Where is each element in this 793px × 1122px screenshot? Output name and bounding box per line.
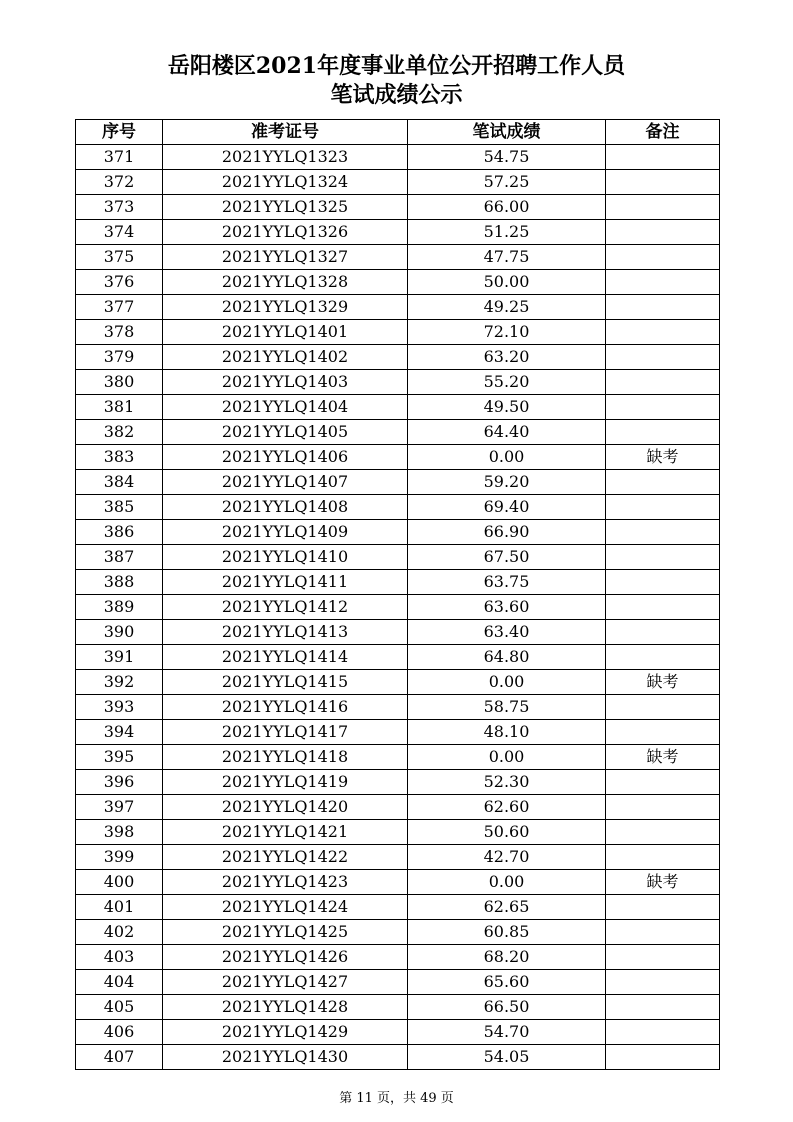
cell-remarks [606, 695, 720, 720]
cell-score: 50.60 [408, 820, 606, 845]
table-row [76, 720, 720, 745]
cell-seq: 391 [76, 645, 163, 670]
cell-seq: 405 [76, 995, 163, 1020]
cell-ticket-number: 2021YYLQ1429 [163, 1020, 408, 1045]
cell-ticket-number: 2021YYLQ1407 [163, 470, 408, 495]
cell-ticket-number: 2021YYLQ1413 [163, 620, 408, 645]
cell-ticket-number: 2021YYLQ1404 [163, 395, 408, 420]
cell-seq: 372 [76, 170, 163, 195]
cell-ticket-number: 2021YYLQ1420 [163, 795, 408, 820]
cell-score: 72.10 [408, 320, 606, 345]
cell-remarks [606, 795, 720, 820]
table-row [76, 1045, 720, 1070]
cell-score: 67.50 [408, 545, 606, 570]
cell-remarks [606, 245, 720, 270]
cell-ticket-number: 2021YYLQ1425 [163, 920, 408, 945]
table-row [76, 195, 720, 220]
table-row [76, 770, 720, 795]
cell-ticket-number: 2021YYLQ1402 [163, 345, 408, 370]
cell-remarks [606, 520, 720, 545]
cell-remarks [606, 1045, 720, 1070]
cell-score: 58.75 [408, 695, 606, 720]
cell-seq: 389 [76, 595, 163, 620]
table-row [76, 520, 720, 545]
cell-seq: 387 [76, 545, 163, 570]
cell-remarks [606, 295, 720, 320]
cell-ticket-number: 2021YYLQ1409 [163, 520, 408, 545]
cell-ticket-number: 2021YYLQ1418 [163, 745, 408, 770]
table-row [76, 1020, 720, 1045]
cell-remarks: 缺考 [606, 745, 720, 770]
cell-ticket-number: 2021YYLQ1415 [163, 670, 408, 695]
cell-remarks [606, 770, 720, 795]
document-subtitle: 笔试成绩公示 [330, 82, 463, 108]
cell-ticket-number: 2021YYLQ1328 [163, 270, 408, 295]
cell-score: 65.60 [408, 970, 606, 995]
cell-remarks [606, 545, 720, 570]
cell-score: 50.00 [408, 270, 606, 295]
cell-score: 52.30 [408, 770, 606, 795]
document-title: 岳阳楼区2021年度事业单位公开招聘工作人员 [167, 53, 626, 79]
cell-seq: 386 [76, 520, 163, 545]
cell-remarks [606, 495, 720, 520]
cell-seq: 373 [76, 195, 163, 220]
cell-seq: 384 [76, 470, 163, 495]
table-row [76, 395, 720, 420]
cell-score: 57.25 [408, 170, 606, 195]
cell-score: 59.20 [408, 470, 606, 495]
table-row [76, 745, 720, 770]
cell-score: 54.05 [408, 1045, 606, 1070]
cell-ticket-number: 2021YYLQ1417 [163, 720, 408, 745]
cell-remarks [606, 820, 720, 845]
cell-score: 60.85 [408, 920, 606, 945]
cell-score: 62.60 [408, 795, 606, 820]
table-row [76, 670, 720, 695]
cell-seq: 397 [76, 795, 163, 820]
cell-score: 0.00 [408, 870, 606, 895]
cell-remarks [606, 920, 720, 945]
cell-ticket-number: 2021YYLQ1408 [163, 495, 408, 520]
cell-ticket-number: 2021YYLQ1427 [163, 970, 408, 995]
cell-remarks [606, 845, 720, 870]
table-row [76, 820, 720, 845]
cell-score: 51.25 [408, 220, 606, 245]
cell-ticket-number: 2021YYLQ1326 [163, 220, 408, 245]
cell-score: 0.00 [408, 745, 606, 770]
table-row [76, 870, 720, 895]
cell-score: 54.75 [408, 145, 606, 170]
cell-remarks [606, 345, 720, 370]
cell-ticket-number: 2021YYLQ1411 [163, 570, 408, 595]
cell-seq: 400 [76, 870, 163, 895]
cell-remarks [606, 195, 720, 220]
cell-remarks [606, 170, 720, 195]
cell-remarks [606, 895, 720, 920]
cell-score: 63.20 [408, 345, 606, 370]
cell-ticket-number: 2021YYLQ1329 [163, 295, 408, 320]
cell-ticket-number: 2021YYLQ1410 [163, 545, 408, 570]
cell-score: 64.40 [408, 420, 606, 445]
cell-seq: 399 [76, 845, 163, 870]
cell-remarks [606, 645, 720, 670]
cell-score: 66.00 [408, 195, 606, 220]
cell-remarks [606, 220, 720, 245]
page-footer: 第 11 页，共 49 页 [339, 1091, 454, 1106]
cell-seq: 388 [76, 570, 163, 595]
cell-ticket-number: 2021YYLQ1324 [163, 170, 408, 195]
cell-remarks [606, 995, 720, 1020]
cell-score: 63.40 [408, 620, 606, 645]
table-row [76, 370, 720, 395]
cell-score: 64.80 [408, 645, 606, 670]
cell-remarks [606, 320, 720, 345]
cell-remarks [606, 145, 720, 170]
cell-seq: 374 [76, 220, 163, 245]
table-row [76, 345, 720, 370]
table-row [76, 420, 720, 445]
cell-seq: 375 [76, 245, 163, 270]
cell-seq: 379 [76, 345, 163, 370]
cell-score: 69.40 [408, 495, 606, 520]
cell-seq: 392 [76, 670, 163, 695]
cell-score: 54.70 [408, 1020, 606, 1045]
cell-score: 49.25 [408, 295, 606, 320]
header-seq: 序号 [76, 120, 163, 145]
cell-seq: 371 [76, 145, 163, 170]
cell-seq: 377 [76, 295, 163, 320]
header-remarks: 备注 [606, 120, 720, 145]
cell-ticket-number: 2021YYLQ1406 [163, 445, 408, 470]
table-row [76, 970, 720, 995]
table-header [76, 120, 720, 145]
cell-ticket-number: 2021YYLQ1421 [163, 820, 408, 845]
table-row [76, 445, 720, 470]
cell-ticket-number: 2021YYLQ1327 [163, 245, 408, 270]
cell-ticket-number: 2021YYLQ1430 [163, 1045, 408, 1070]
header-row [76, 120, 720, 145]
cell-ticket-number: 2021YYLQ1412 [163, 595, 408, 620]
cell-score: 68.20 [408, 945, 606, 970]
cell-seq: 382 [76, 420, 163, 445]
cell-score: 55.20 [408, 370, 606, 395]
cell-score: 0.00 [408, 670, 606, 695]
cell-remarks [606, 370, 720, 395]
table-row [76, 595, 720, 620]
cell-seq: 390 [76, 620, 163, 645]
cell-seq: 396 [76, 770, 163, 795]
cell-seq: 378 [76, 320, 163, 345]
table-row [76, 495, 720, 520]
table-body [76, 145, 720, 1070]
table-row [76, 995, 720, 1020]
table-row [76, 470, 720, 495]
cell-remarks [606, 595, 720, 620]
cell-ticket-number: 2021YYLQ1325 [163, 195, 408, 220]
cell-ticket-number: 2021YYLQ1405 [163, 420, 408, 445]
cell-remarks [606, 420, 720, 445]
cell-ticket-number: 2021YYLQ1426 [163, 945, 408, 970]
cell-remarks: 缺考 [606, 445, 720, 470]
cell-ticket-number: 2021YYLQ1416 [163, 695, 408, 720]
cell-seq: 401 [76, 895, 163, 920]
cell-seq: 393 [76, 695, 163, 720]
cell-remarks [606, 395, 720, 420]
table-row [76, 170, 720, 195]
table-row [76, 145, 720, 170]
cell-ticket-number: 2021YYLQ1428 [163, 995, 408, 1020]
cell-remarks [606, 720, 720, 745]
header-score: 笔试成绩 [408, 120, 606, 145]
cell-ticket-number: 2021YYLQ1323 [163, 145, 408, 170]
cell-score: 62.65 [408, 895, 606, 920]
cell-score: 48.10 [408, 720, 606, 745]
score-table [75, 119, 720, 1070]
table-row [76, 570, 720, 595]
cell-remarks [606, 620, 720, 645]
cell-seq: 383 [76, 445, 163, 470]
cell-score: 49.50 [408, 395, 606, 420]
table-row [76, 220, 720, 245]
table-row [76, 320, 720, 345]
header-ticket-number: 准考证号 [163, 120, 408, 145]
table-row [76, 545, 720, 570]
cell-seq: 385 [76, 495, 163, 520]
cell-score: 47.75 [408, 245, 606, 270]
table-row [76, 295, 720, 320]
cell-seq: 395 [76, 745, 163, 770]
cell-score: 42.70 [408, 845, 606, 870]
cell-seq: 398 [76, 820, 163, 845]
table-row [76, 920, 720, 945]
cell-remarks [606, 570, 720, 595]
table-row [76, 620, 720, 645]
cell-score: 0.00 [408, 445, 606, 470]
cell-seq: 403 [76, 945, 163, 970]
cell-score: 63.60 [408, 595, 606, 620]
cell-ticket-number: 2021YYLQ1414 [163, 645, 408, 670]
cell-remarks: 缺考 [606, 870, 720, 895]
cell-seq: 394 [76, 720, 163, 745]
cell-remarks [606, 970, 720, 995]
cell-seq: 404 [76, 970, 163, 995]
cell-ticket-number: 2021YYLQ1424 [163, 895, 408, 920]
cell-score: 66.50 [408, 995, 606, 1020]
cell-score: 66.90 [408, 520, 606, 545]
table-row [76, 845, 720, 870]
cell-ticket-number: 2021YYLQ1422 [163, 845, 408, 870]
cell-remarks: 缺考 [606, 670, 720, 695]
table-row [76, 645, 720, 670]
cell-seq: 406 [76, 1020, 163, 1045]
table-row [76, 895, 720, 920]
cell-ticket-number: 2021YYLQ1403 [163, 370, 408, 395]
cell-seq: 407 [76, 1045, 163, 1070]
table-row [76, 270, 720, 295]
table-row [76, 945, 720, 970]
cell-remarks [606, 270, 720, 295]
cell-seq: 376 [76, 270, 163, 295]
cell-ticket-number: 2021YYLQ1419 [163, 770, 408, 795]
table-row [76, 245, 720, 270]
cell-ticket-number: 2021YYLQ1423 [163, 870, 408, 895]
cell-ticket-number: 2021YYLQ1401 [163, 320, 408, 345]
table-row [76, 795, 720, 820]
cell-remarks [606, 470, 720, 495]
cell-remarks [606, 1020, 720, 1045]
cell-seq: 380 [76, 370, 163, 395]
table-row [76, 695, 720, 720]
cell-score: 63.75 [408, 570, 606, 595]
cell-remarks [606, 945, 720, 970]
cell-seq: 402 [76, 920, 163, 945]
cell-seq: 381 [76, 395, 163, 420]
